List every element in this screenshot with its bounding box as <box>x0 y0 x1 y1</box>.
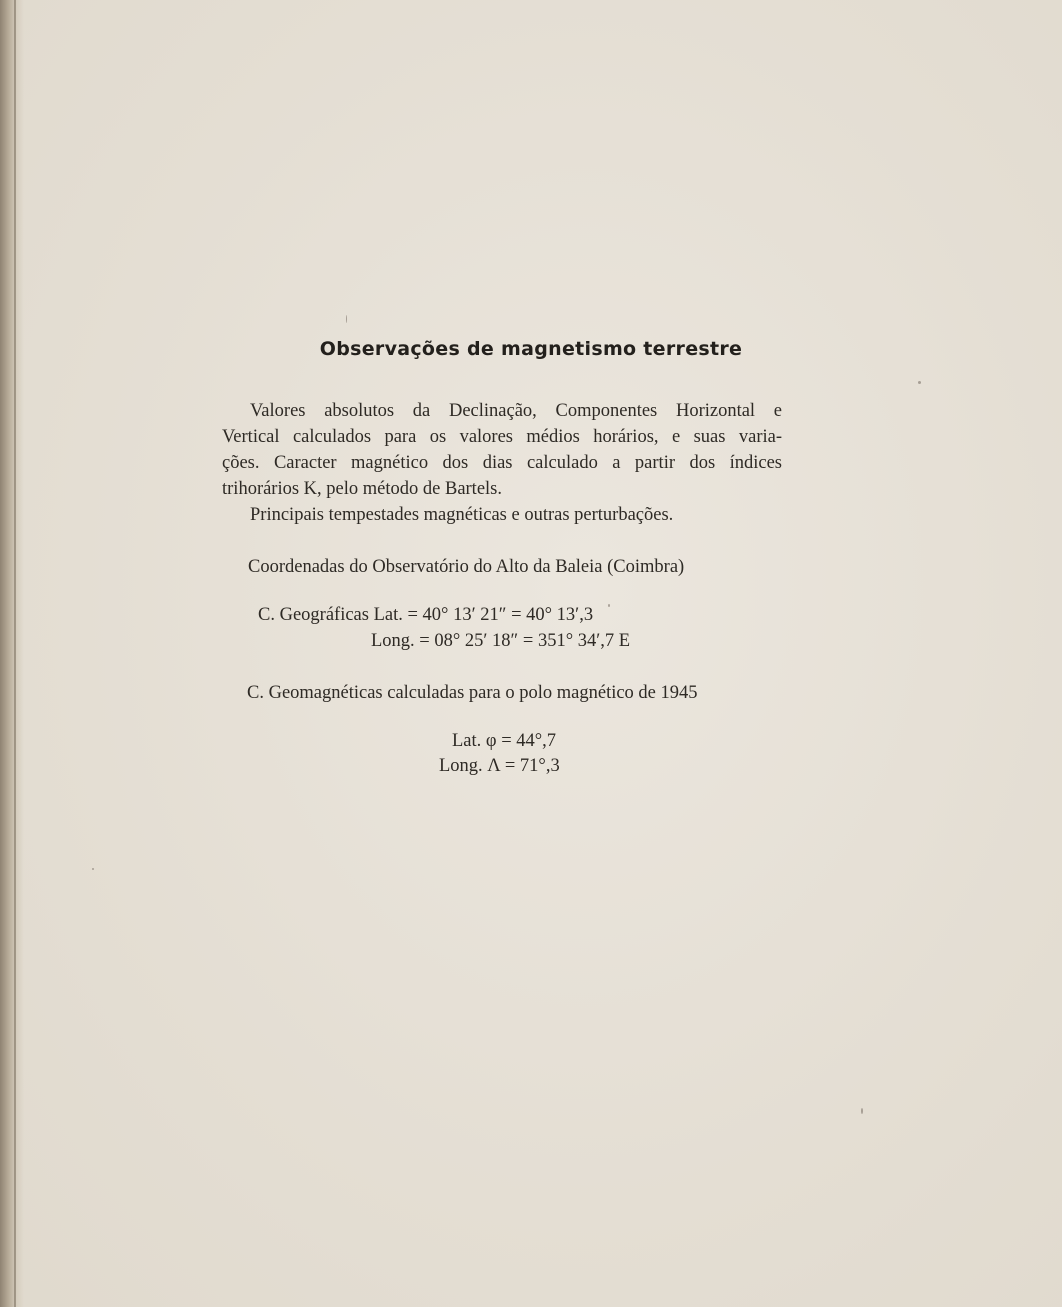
intro-line: Valores absolutos da Declinação, Componentes Horizontal e <box>250 401 782 421</box>
geomag-long: Long. Λ = 71°,3 <box>439 756 560 776</box>
geomag-heading: C. Geomagnéticas calculadas para o polo magnético de 1945 <box>247 683 698 703</box>
page-left-edge <box>0 0 24 1307</box>
geo-long: Long. = 08° 25′ 18″ = 351° 34′,7 E <box>371 631 631 651</box>
intro-line: trihorários K, pelo método de Bartels. <box>222 479 503 499</box>
paper-speck <box>346 315 347 323</box>
intro-line: ções. Caracter magnético dos dias calculado a partir dos índices <box>222 453 782 473</box>
geo-lat: C. Geográficas Lat. = 40° 13′ 21″ = 40° 13′,3 <box>258 605 594 625</box>
page-title: Observações de magnetismo terrestre <box>319 338 743 360</box>
binding-line <box>14 0 16 1307</box>
intro-line-principais: Principais tempestades magnéticas e outras perturbações. <box>250 505 674 525</box>
paper-speck <box>918 381 921 384</box>
geomag-lat: Lat. φ = 44°,7 <box>452 731 557 751</box>
coords-heading: Coordenadas do Observatório do Alto da Baleia (Coimbra) <box>248 557 685 577</box>
intro-line: Vertical calculados para os valores médios horários, e suas varia- <box>222 427 782 447</box>
paper-speck <box>92 868 94 870</box>
paper-speck <box>861 1108 863 1114</box>
intro-paragraph <box>222 398 782 528</box>
paper-speck <box>608 604 610 607</box>
